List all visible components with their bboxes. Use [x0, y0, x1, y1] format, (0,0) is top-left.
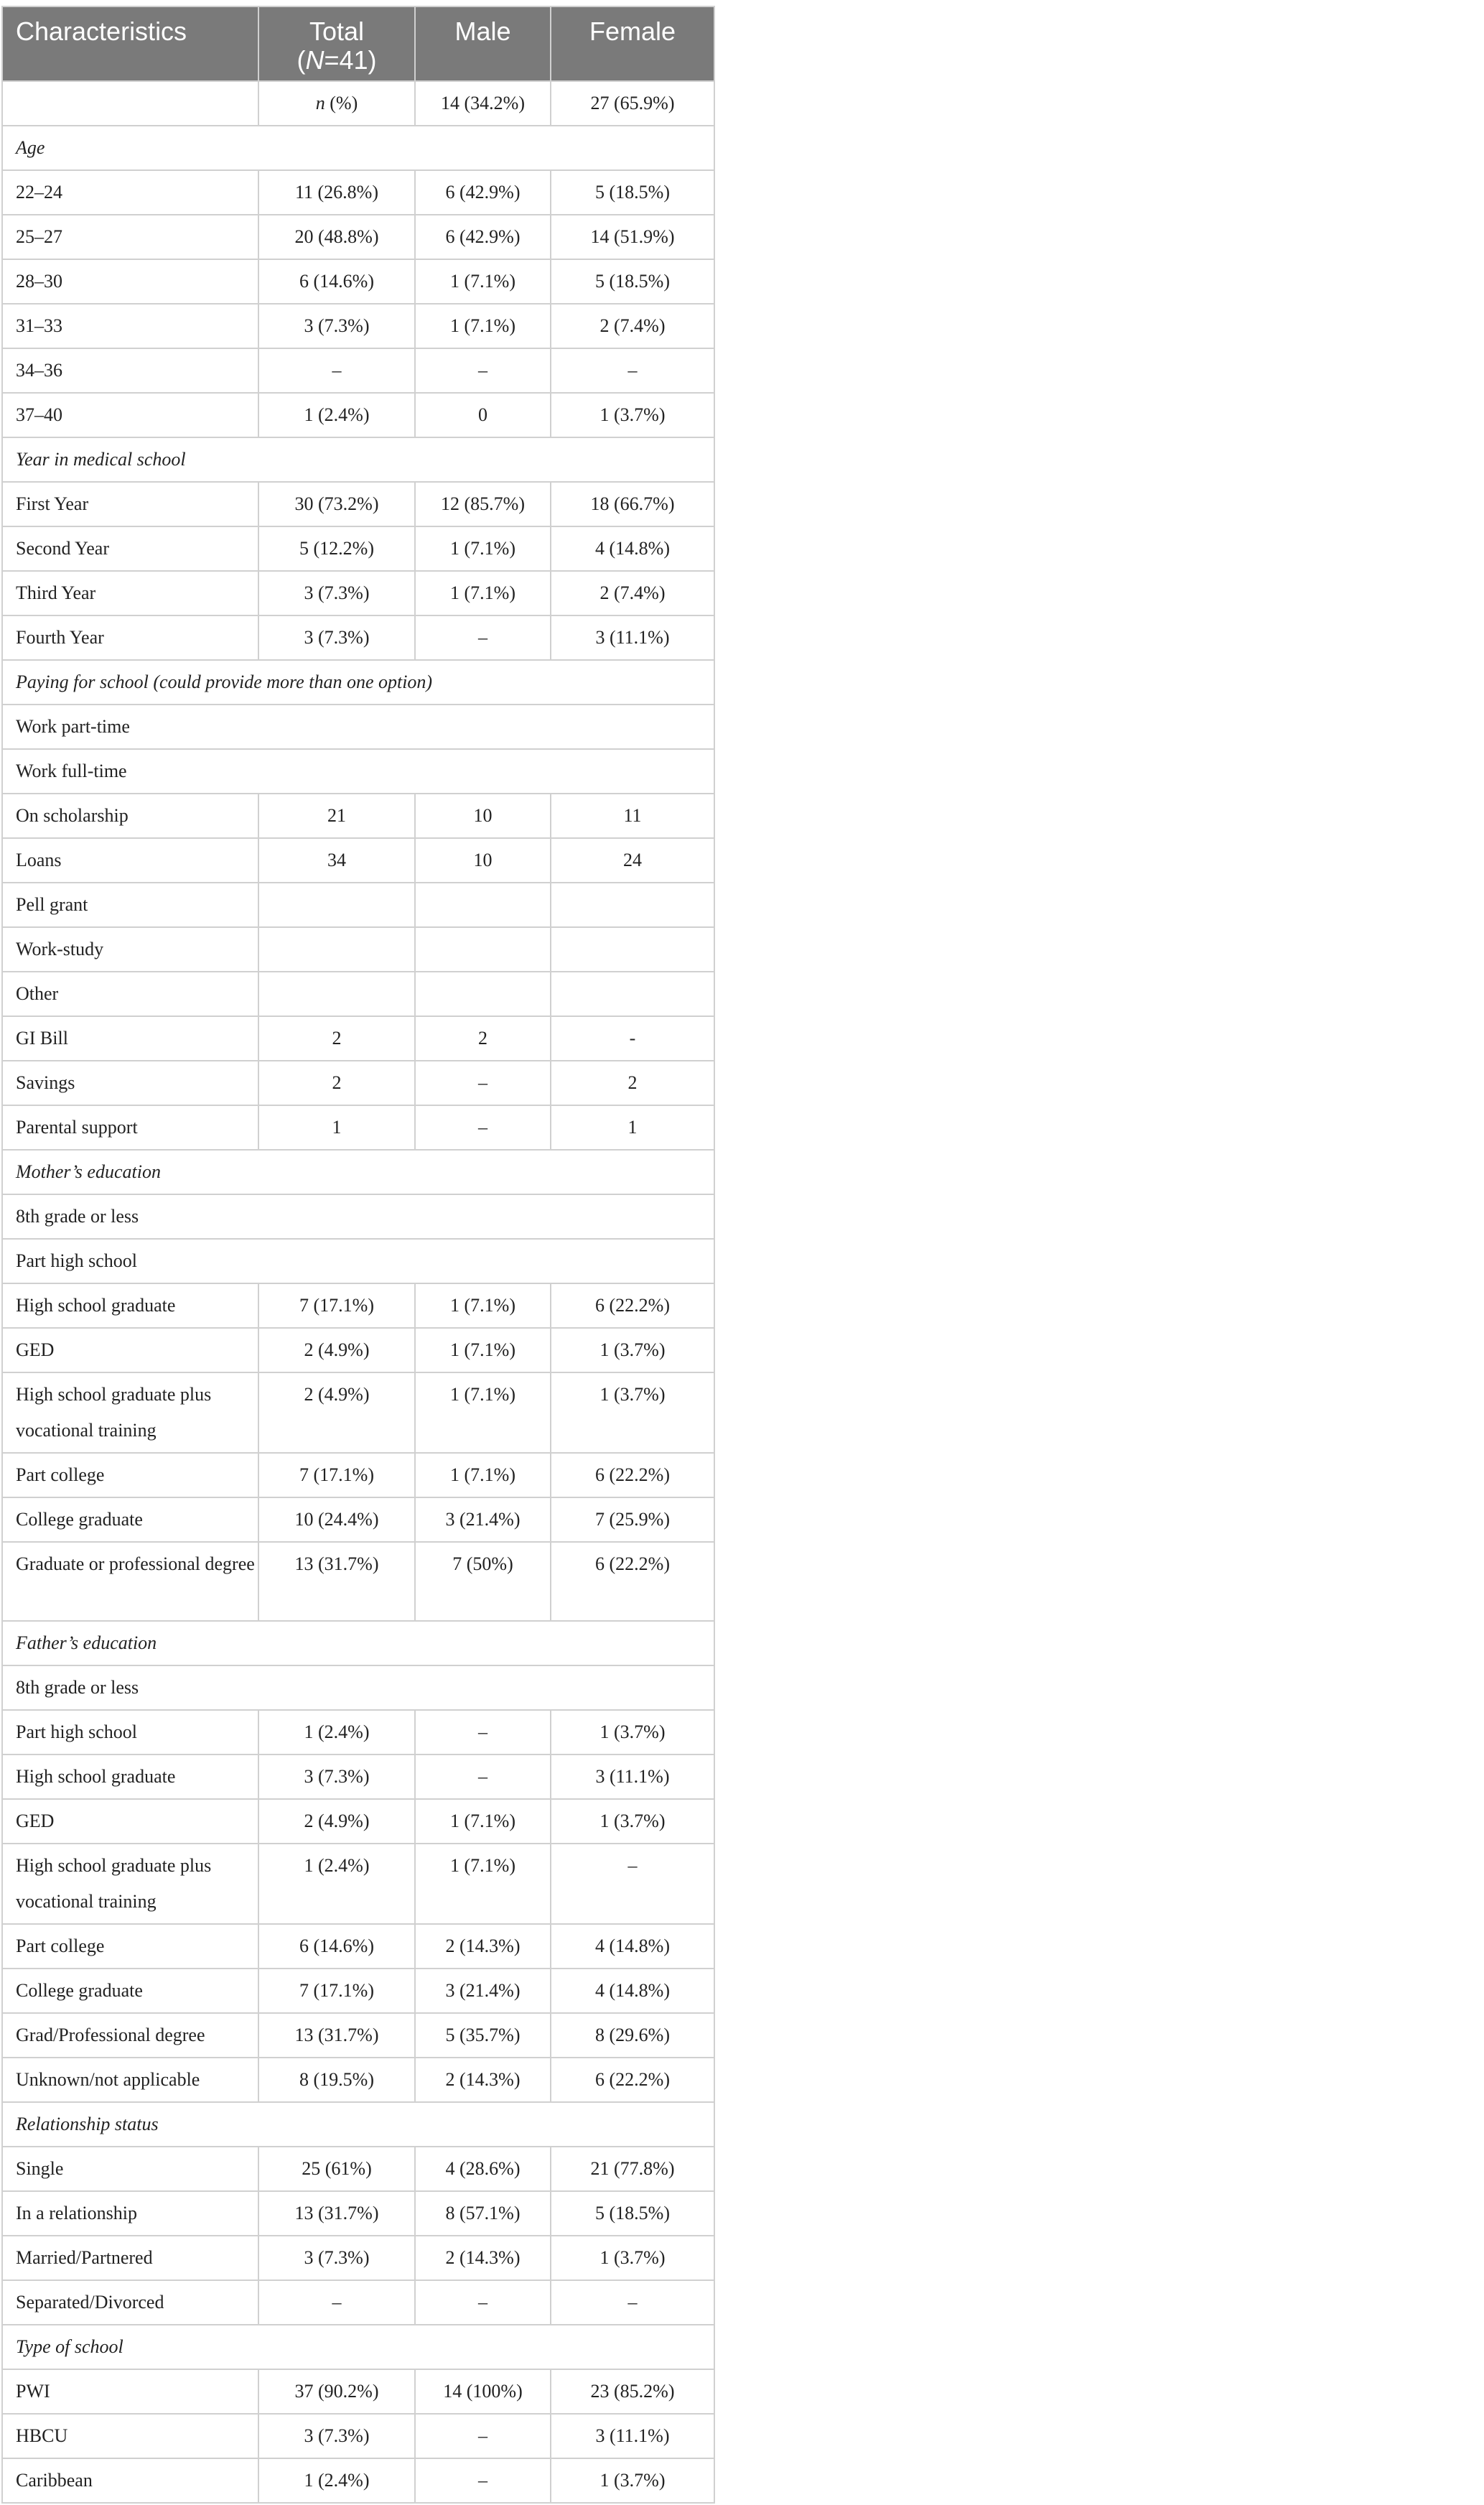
cell-total: 20 (48.8%) — [258, 215, 415, 259]
cell-female: 1 (3.7%) — [551, 2236, 714, 2280]
cell-female: 7 (25.9%) — [551, 1497, 714, 1542]
row-label: 8th grade or less — [2, 1665, 714, 1710]
cell-female: 4 (14.8%) — [551, 526, 714, 571]
table-row — [2, 2058, 714, 2102]
section-header-row — [2, 1621, 714, 1665]
cell-female — [551, 883, 714, 927]
cell-female: 1 (3.7%) — [551, 1710, 714, 1755]
row-label: 25–27 — [2, 215, 258, 259]
section-header-row — [2, 126, 714, 170]
table-row — [2, 482, 714, 526]
cell-male — [415, 972, 551, 1016]
cell-total: 2 (4.9%) — [258, 1372, 415, 1453]
section-header-row — [2, 437, 714, 482]
row-label: 31–33 — [2, 304, 258, 348]
header-female: Female — [551, 6, 714, 81]
header-characteristics: Characteristics — [2, 6, 258, 81]
row-label: GED — [2, 1328, 258, 1372]
cell-total: 30 (73.2%) — [258, 482, 415, 526]
cell-female: 4 (14.8%) — [551, 1924, 714, 1969]
cell-total: 1 (2.4%) — [258, 1710, 415, 1755]
cell-male: 8 (57.1%) — [415, 2191, 551, 2236]
cell-female: 6 (22.2%) — [551, 1542, 714, 1621]
table-row — [2, 972, 714, 1016]
cell-female: – — [551, 348, 714, 393]
cell-total: 6 (14.6%) — [258, 1924, 415, 1969]
section-label: Age — [2, 126, 714, 170]
cell-male: 1 (7.1%) — [415, 1453, 551, 1497]
table-row — [2, 526, 714, 571]
cell-total: 21 — [258, 794, 415, 838]
cell-male: 1 (7.1%) — [415, 1328, 551, 1372]
cell-female: 8 (29.6%) — [551, 2013, 714, 2058]
cell-female: 4 (14.8%) — [551, 1969, 714, 2013]
cell-male: 2 (14.3%) — [415, 1924, 551, 1969]
table-row — [2, 1061, 714, 1105]
table-row — [2, 393, 714, 437]
table-row — [2, 1105, 714, 1150]
cell-female: 5 (18.5%) — [551, 2191, 714, 2236]
cell-male: 0 — [415, 393, 551, 437]
cell-female: 24 — [551, 838, 714, 883]
cell-female: 1 (3.7%) — [551, 1328, 714, 1372]
table-row — [2, 1542, 714, 1621]
table-row — [2, 304, 714, 348]
cell-total: – — [258, 2280, 415, 2325]
cell-male: 12 (85.7%) — [415, 482, 551, 526]
row-label: 28–30 — [2, 259, 258, 304]
header-total — [258, 6, 415, 81]
row-label: 22–24 — [2, 170, 258, 215]
section-label: Year in medical school — [2, 437, 714, 482]
header-total-n-open: ( — [297, 45, 306, 75]
cell-female: – — [551, 1844, 714, 1924]
row-label: On scholarship — [2, 794, 258, 838]
row-label: GI Bill — [2, 1016, 258, 1061]
cell-total: 3 (7.3%) — [258, 2236, 415, 2280]
cell-female: 6 (22.2%) — [551, 1283, 714, 1328]
row-label: 8th grade or less — [2, 1194, 714, 1239]
table-row — [2, 81, 714, 126]
cell-female: 3 (11.1%) — [551, 1755, 714, 1799]
cell-female: 1 (3.7%) — [551, 393, 714, 437]
cell-male: 1 (7.1%) — [415, 304, 551, 348]
table-row — [2, 1453, 714, 1497]
cell-male: 14 (34.2%) — [415, 81, 551, 126]
cell-female: 11 — [551, 794, 714, 838]
cell-male: 2 (14.3%) — [415, 2236, 551, 2280]
row-label: Part college — [2, 1924, 258, 1969]
row-label: GED — [2, 1799, 258, 1844]
row-label: In a relationship — [2, 2191, 258, 2236]
row-label: High school graduate plus vocational training — [2, 1372, 258, 1453]
cell-female: 1 — [551, 1105, 714, 1150]
table-row — [2, 794, 714, 838]
cell-total — [258, 927, 415, 972]
table-row — [2, 838, 714, 883]
table-row — [2, 2236, 714, 2280]
cell-male: 1 (7.1%) — [415, 1372, 551, 1453]
cell-male: 1 (7.1%) — [415, 1283, 551, 1328]
table-row — [2, 2414, 714, 2458]
table-row — [2, 883, 714, 927]
cell-male: – — [415, 2280, 551, 2325]
cell-male: – — [415, 1105, 551, 1150]
row-label: Unknown/not applicable — [2, 2058, 258, 2102]
cell-female — [551, 927, 714, 972]
cell-male: 1 (7.1%) — [415, 1844, 551, 1924]
table-row — [2, 2191, 714, 2236]
cell-male: – — [415, 1755, 551, 1799]
cell-female: 14 (51.9%) — [551, 215, 714, 259]
cell-total: 7 (17.1%) — [258, 1453, 415, 1497]
cell-male: 10 — [415, 794, 551, 838]
cell-total: 3 (7.3%) — [258, 304, 415, 348]
cell-male: 3 (21.4%) — [415, 1497, 551, 1542]
cell-female: – — [551, 2280, 714, 2325]
cell-female: 3 (11.1%) — [551, 2414, 714, 2458]
cell-female: 6 (22.2%) — [551, 1453, 714, 1497]
table-row — [2, 1710, 714, 1755]
cell-male: 14 (100%) — [415, 2369, 551, 2414]
cell-male: – — [415, 1710, 551, 1755]
cell-female: 1 (3.7%) — [551, 1799, 714, 1844]
section-label: Paying for school (could provide more than one option) — [2, 660, 714, 705]
row-label: Work part-time — [2, 705, 714, 749]
row-label: Graduate or professional degree — [2, 1542, 258, 1621]
cell-total: 13 (31.7%) — [258, 2191, 415, 2236]
row-label: Married/Partnered — [2, 2236, 258, 2280]
table-row — [2, 170, 714, 215]
cell-total: 7 (17.1%) — [258, 1969, 415, 2013]
cell-male: – — [415, 1061, 551, 1105]
cell-male: – — [415, 2414, 551, 2458]
cell-male: 4 (28.6%) — [415, 2147, 551, 2191]
cell-female: - — [551, 1016, 714, 1061]
cell-total: 3 (7.3%) — [258, 2414, 415, 2458]
row-label: Caribbean — [2, 2458, 258, 2503]
row-label: College graduate — [2, 1497, 258, 1542]
table-row — [2, 1844, 714, 1924]
cell-total: 13 (31.7%) — [258, 2013, 415, 2058]
cell-total-n-symbol: n — [315, 93, 325, 113]
cell-total: 2 (4.9%) — [258, 1799, 415, 1844]
cell-male: 1 (7.1%) — [415, 571, 551, 615]
table-row — [2, 1924, 714, 1969]
table-row — [2, 1665, 714, 1710]
table-header — [2, 6, 714, 81]
row-label: College graduate — [2, 1969, 258, 2013]
table-row — [2, 1799, 714, 1844]
cell-female: 18 (66.7%) — [551, 482, 714, 526]
cell-total: 3 (7.3%) — [258, 1755, 415, 1799]
cell-male: 7 (50%) — [415, 1542, 551, 1621]
cell-female — [551, 972, 714, 1016]
header-male: Male — [415, 6, 551, 81]
row-label: High school graduate plus vocational training — [2, 1844, 258, 1924]
table-row — [2, 1755, 714, 1799]
cell-male: – — [415, 2458, 551, 2503]
cell-female: 2 (7.4%) — [551, 304, 714, 348]
table-row — [2, 1016, 714, 1061]
row-label: 37–40 — [2, 393, 258, 437]
cell-total: 5 (12.2%) — [258, 526, 415, 571]
cell-total-percent-label: (%) — [325, 93, 358, 113]
section-header-row — [2, 660, 714, 705]
cell-total: 1 (2.4%) — [258, 2458, 415, 2503]
cell-female: 21 (77.8%) — [551, 2147, 714, 2191]
row-label: PWI — [2, 2369, 258, 2414]
cell-female: 1 (3.7%) — [551, 2458, 714, 2503]
cell-total: 37 (90.2%) — [258, 2369, 415, 2414]
cell-female: 27 (65.9%) — [551, 81, 714, 126]
cell-male: 6 (42.9%) — [415, 215, 551, 259]
cell-male: 1 (7.1%) — [415, 259, 551, 304]
header-total-n-symbol: N — [305, 45, 325, 75]
row-label: HBCU — [2, 2414, 258, 2458]
row-label: Work full-time — [2, 749, 714, 794]
row-label: Part college — [2, 1453, 258, 1497]
cell-female: 1 (3.7%) — [551, 1372, 714, 1453]
cell-total: 25 (61%) — [258, 2147, 415, 2191]
row-label: First Year — [2, 482, 258, 526]
table-row — [2, 615, 714, 660]
table-row — [2, 348, 714, 393]
row-label: Savings — [2, 1061, 258, 1105]
cell-total — [258, 81, 415, 126]
table-row — [2, 2147, 714, 2191]
table-row — [2, 1194, 714, 1239]
row-label: Second Year — [2, 526, 258, 571]
row-label: Work-study — [2, 927, 258, 972]
cell-total: 11 (26.8%) — [258, 170, 415, 215]
row-label: Parental support — [2, 1105, 258, 1150]
table-row — [2, 749, 714, 794]
row-label: Separated/Divorced — [2, 2280, 258, 2325]
table-row — [2, 571, 714, 615]
row-label: Part high school — [2, 1239, 714, 1283]
header-total-label: Total — [309, 17, 365, 46]
section-header-row — [2, 2102, 714, 2147]
cell-female: 5 (18.5%) — [551, 259, 714, 304]
header-total-n-rest: =41) — [324, 45, 377, 75]
demographics-table — [1, 6, 715, 2504]
cell-female: 3 (11.1%) — [551, 615, 714, 660]
cell-male: 3 (21.4%) — [415, 1969, 551, 2013]
table-row — [2, 2458, 714, 2503]
cell-female: 23 (85.2%) — [551, 2369, 714, 2414]
row-label: Grad/Professional degree — [2, 2013, 258, 2058]
cell-total: 10 (24.4%) — [258, 1497, 415, 1542]
cell-total: – — [258, 348, 415, 393]
demographics-table-container — [1, 6, 714, 2504]
table-row — [2, 259, 714, 304]
cell-total: 2 (4.9%) — [258, 1328, 415, 1372]
section-label: Mother’s education — [2, 1150, 714, 1194]
row-label: 34–36 — [2, 348, 258, 393]
cell-total: 34 — [258, 838, 415, 883]
row-label: Third Year — [2, 571, 258, 615]
cell-male: – — [415, 348, 551, 393]
cell-male: 2 (14.3%) — [415, 2058, 551, 2102]
table-row — [2, 1497, 714, 1542]
cell-female: 6 (22.2%) — [551, 2058, 714, 2102]
table-row — [2, 2280, 714, 2325]
table-row — [2, 1969, 714, 2013]
cell-male: 10 — [415, 838, 551, 883]
table-body — [2, 81, 714, 2503]
row-label: Pell grant — [2, 883, 258, 927]
table-row — [2, 705, 714, 749]
cell-female: 5 (18.5%) — [551, 170, 714, 215]
cell-male: 5 (35.7%) — [415, 2013, 551, 2058]
cell-male — [415, 927, 551, 972]
cell-total: 8 (19.5%) — [258, 2058, 415, 2102]
cell-male: 1 (7.1%) — [415, 1799, 551, 1844]
section-header-row — [2, 1150, 714, 1194]
cell-total: 2 — [258, 1061, 415, 1105]
row-label: Fourth Year — [2, 615, 258, 660]
cell-female: 2 (7.4%) — [551, 571, 714, 615]
section-label: Relationship status — [2, 2102, 714, 2147]
section-label: Father’s education — [2, 1621, 714, 1665]
table-row — [2, 2013, 714, 2058]
cell-total: 13 (31.7%) — [258, 1542, 415, 1621]
section-label: Type of school — [2, 2325, 714, 2369]
table-row — [2, 1328, 714, 1372]
cell-total: 1 (2.4%) — [258, 393, 415, 437]
cell-total: 6 (14.6%) — [258, 259, 415, 304]
table-row — [2, 215, 714, 259]
row-label: Loans — [2, 838, 258, 883]
table-row — [2, 2369, 714, 2414]
row-label: Part high school — [2, 1710, 258, 1755]
cell-male: 6 (42.9%) — [415, 170, 551, 215]
cell-male: 1 (7.1%) — [415, 526, 551, 571]
cell-male: 2 — [415, 1016, 551, 1061]
cell-total: 1 — [258, 1105, 415, 1150]
section-header-row — [2, 2325, 714, 2369]
cell-total: 2 — [258, 1016, 415, 1061]
table-row — [2, 1239, 714, 1283]
table-row — [2, 1283, 714, 1328]
cell-total: 7 (17.1%) — [258, 1283, 415, 1328]
row-label: High school graduate — [2, 1283, 258, 1328]
cell-male — [415, 883, 551, 927]
header-row — [2, 6, 714, 81]
row-label: Other — [2, 972, 258, 1016]
cell-total — [258, 972, 415, 1016]
table-row — [2, 927, 714, 972]
cell-male: – — [415, 615, 551, 660]
cell-total: 3 (7.3%) — [258, 571, 415, 615]
cell-total — [258, 883, 415, 927]
row-label: Single — [2, 2147, 258, 2191]
cell-total: 1 (2.4%) — [258, 1844, 415, 1924]
cell-female: 2 — [551, 1061, 714, 1105]
header-total-n — [259, 46, 414, 75]
table-row — [2, 1372, 714, 1453]
cell-total: 3 (7.3%) — [258, 615, 415, 660]
row-label: High school graduate — [2, 1755, 258, 1799]
row-label — [2, 81, 258, 126]
